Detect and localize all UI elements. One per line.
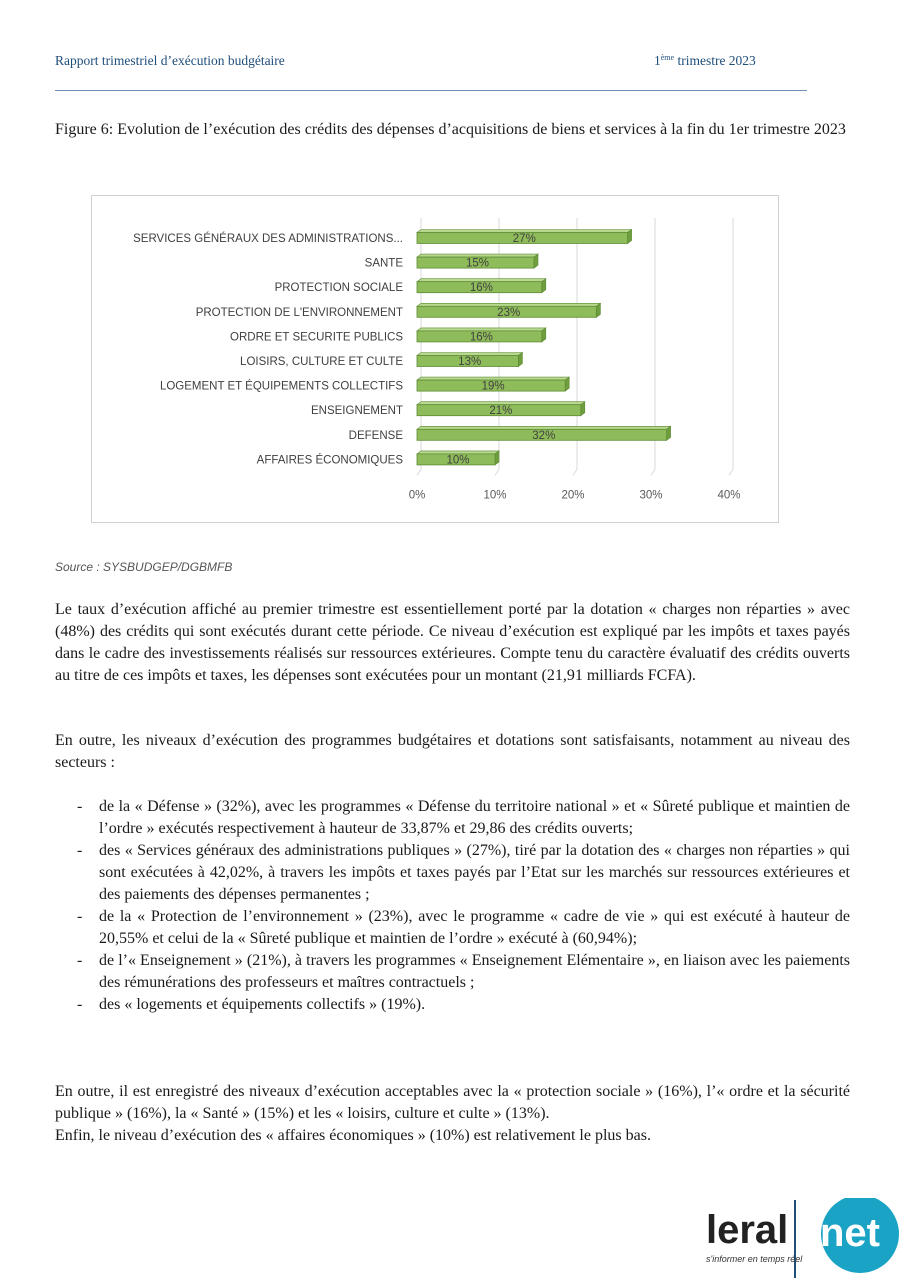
category-label: SERVICES GÉNÉRAUX DES ADMINISTRATIONS... bbox=[133, 233, 403, 245]
paragraph-acceptable-levels: En outre, il est enregistré des niveaux d’exécution acceptables avec la « protection sociale » (16%), l’« ordre et la sécurité publique » (16%), la « Santé » (15%) et les « loisirs, culture et culte » (13%). bbox=[55, 1083, 850, 1122]
paragraph-charges-non-reparties: Le taux d’exécution affiché au premier trimestre est essentiellement porté par la dotation « charges non réparties » avec (48%) des crédits qui sont exécutés durant cette période. Ce niveau d’exécution est expliqué par les impôts et taxes payés dans le cadre des investissements réalisés sur ressources extérieures. Compte tenu du caractère évaluatif des crédits ouverts au titre de ces impôts et taxes, les dépenses sont exécutées pour un montant (21,91 milliards FCFA). bbox=[55, 601, 850, 684]
period-superscript: ème bbox=[660, 53, 675, 62]
category-label: DEFENSE bbox=[348, 429, 403, 442]
bullet-text: des « logements et équipements collectifs » (19%). bbox=[99, 996, 426, 1013]
figure-caption: Figure 6: Evolution de l’exécution des crédits des dépenses d’acquisitions de biens et services à la fin du 1er trimestre 2023 bbox=[55, 121, 846, 138]
category-label: AFFAIRES ÉCONOMIQUES bbox=[256, 454, 403, 467]
bullet-marker: - bbox=[77, 908, 83, 925]
bullet-text: de l’« Enseignement » (21%), à travers les programmes « Enseignement Elémentaire », en liaison avec les paiements des rémunérations des professeurs et maîtres contractuels ; bbox=[99, 952, 850, 991]
paragraph-lowest-level: Enfin, le niveau d’exécution des « affaires économiques » (10%) est relativement le plus bas. bbox=[55, 1127, 651, 1144]
figure-source: Source : SYSBUDGEP/DGBMFB bbox=[55, 560, 233, 574]
x-tick-label: 10% bbox=[483, 489, 507, 502]
category-label: LOGEMENT ET ÉQUIPEMENTS COLLECTIFS bbox=[159, 380, 403, 393]
data-label: 21% bbox=[489, 405, 513, 418]
gridline-slant bbox=[651, 469, 655, 475]
bullet-item bbox=[55, 840, 850, 906]
logo-brand-left: leral bbox=[706, 1208, 789, 1252]
period-number: 1 bbox=[654, 53, 661, 68]
paragraph-sectors-intro: En outre, les niveaux d’exécution des programmes budgétaires et dotations sont satisfaisants, notamment au niveau des secteurs : bbox=[55, 732, 850, 771]
bullet-text: de la « Protection de l’environnement » (23%), avec le programme « cadre de vie » qui est exécuté à hauteur de 20,55% et celui de la « Sûreté publique et maintien de l’ordre » exécuté à (60,94%); bbox=[99, 908, 850, 947]
logo-brand-right: net bbox=[820, 1211, 880, 1255]
data-label: 16% bbox=[469, 282, 493, 295]
sector-bullet-list bbox=[55, 796, 850, 1016]
report-period bbox=[654, 53, 756, 69]
category-label: SANTE bbox=[364, 257, 403, 270]
report-title: Rapport trimestriel d’exécution budgétaire bbox=[55, 53, 285, 68]
x-tick-label: 20% bbox=[561, 489, 585, 502]
bullet-text: de la « Défense » (32%), avec les programmes « Défense du territoire national » et « Sûreté publique et maintien de l’ordre » exécutés respectivement à hauteur de 33,87% et 29,86 des crédits ouverts; bbox=[99, 798, 850, 837]
category-label: PROTECTION SOCIALE bbox=[274, 282, 403, 295]
bullet-marker: - bbox=[77, 996, 83, 1013]
gridline-slant bbox=[495, 469, 499, 475]
bullet-item bbox=[55, 994, 850, 1016]
category-label: PROTECTION DE L'ENVIRONNEMENT bbox=[195, 306, 403, 319]
x-tick-label: 30% bbox=[639, 489, 663, 502]
data-label: 32% bbox=[532, 429, 556, 442]
x-tick-label: 0% bbox=[408, 489, 426, 502]
bullet-text: des « Services généraux des administrations publiques » (27%), tiré par la dotation des « charges non réparties » qui sont exécutées à 42,02%, à travers les impôts et taxes payés par l’Etat sur les marchés sur ressources extérieures et des paiements des dépenses permanentes ; bbox=[99, 842, 850, 903]
data-label: 19% bbox=[481, 380, 505, 393]
data-label: 15% bbox=[465, 257, 490, 270]
logo-divider bbox=[794, 1200, 796, 1278]
bullet-item bbox=[55, 796, 850, 840]
category-label: ENSEIGNEMENT bbox=[310, 405, 403, 418]
logo-tagline: s'informer en temps réel bbox=[706, 1254, 803, 1264]
category-label: ORDRE ET SECURITE PUBLICS bbox=[230, 331, 403, 344]
gridline-slant bbox=[573, 469, 577, 475]
bullet-item bbox=[55, 906, 850, 950]
bullet-marker: - bbox=[77, 952, 83, 969]
bullet-item bbox=[55, 950, 850, 994]
gridline-slant bbox=[729, 469, 733, 475]
gridline-slant bbox=[417, 469, 421, 475]
x-tick-label: 40% bbox=[717, 489, 741, 502]
data-label: 27% bbox=[512, 233, 536, 245]
data-label: 10% bbox=[446, 454, 470, 467]
category-label: LOISIRS, CULTURE ET CULTE bbox=[240, 356, 403, 368]
data-label: 23% bbox=[497, 306, 521, 319]
chart-canvas bbox=[92, 196, 778, 522]
bullet-marker: - bbox=[77, 798, 83, 815]
period-text: trimestre 2023 bbox=[674, 53, 756, 68]
leral-logo bbox=[706, 1198, 904, 1279]
data-label: 13% bbox=[458, 356, 482, 368]
paragraph-conclusion bbox=[55, 1081, 850, 1147]
bar-chart bbox=[91, 195, 779, 523]
header-divider bbox=[55, 90, 807, 91]
bullet-marker: - bbox=[77, 842, 83, 859]
data-label: 16% bbox=[469, 331, 493, 344]
